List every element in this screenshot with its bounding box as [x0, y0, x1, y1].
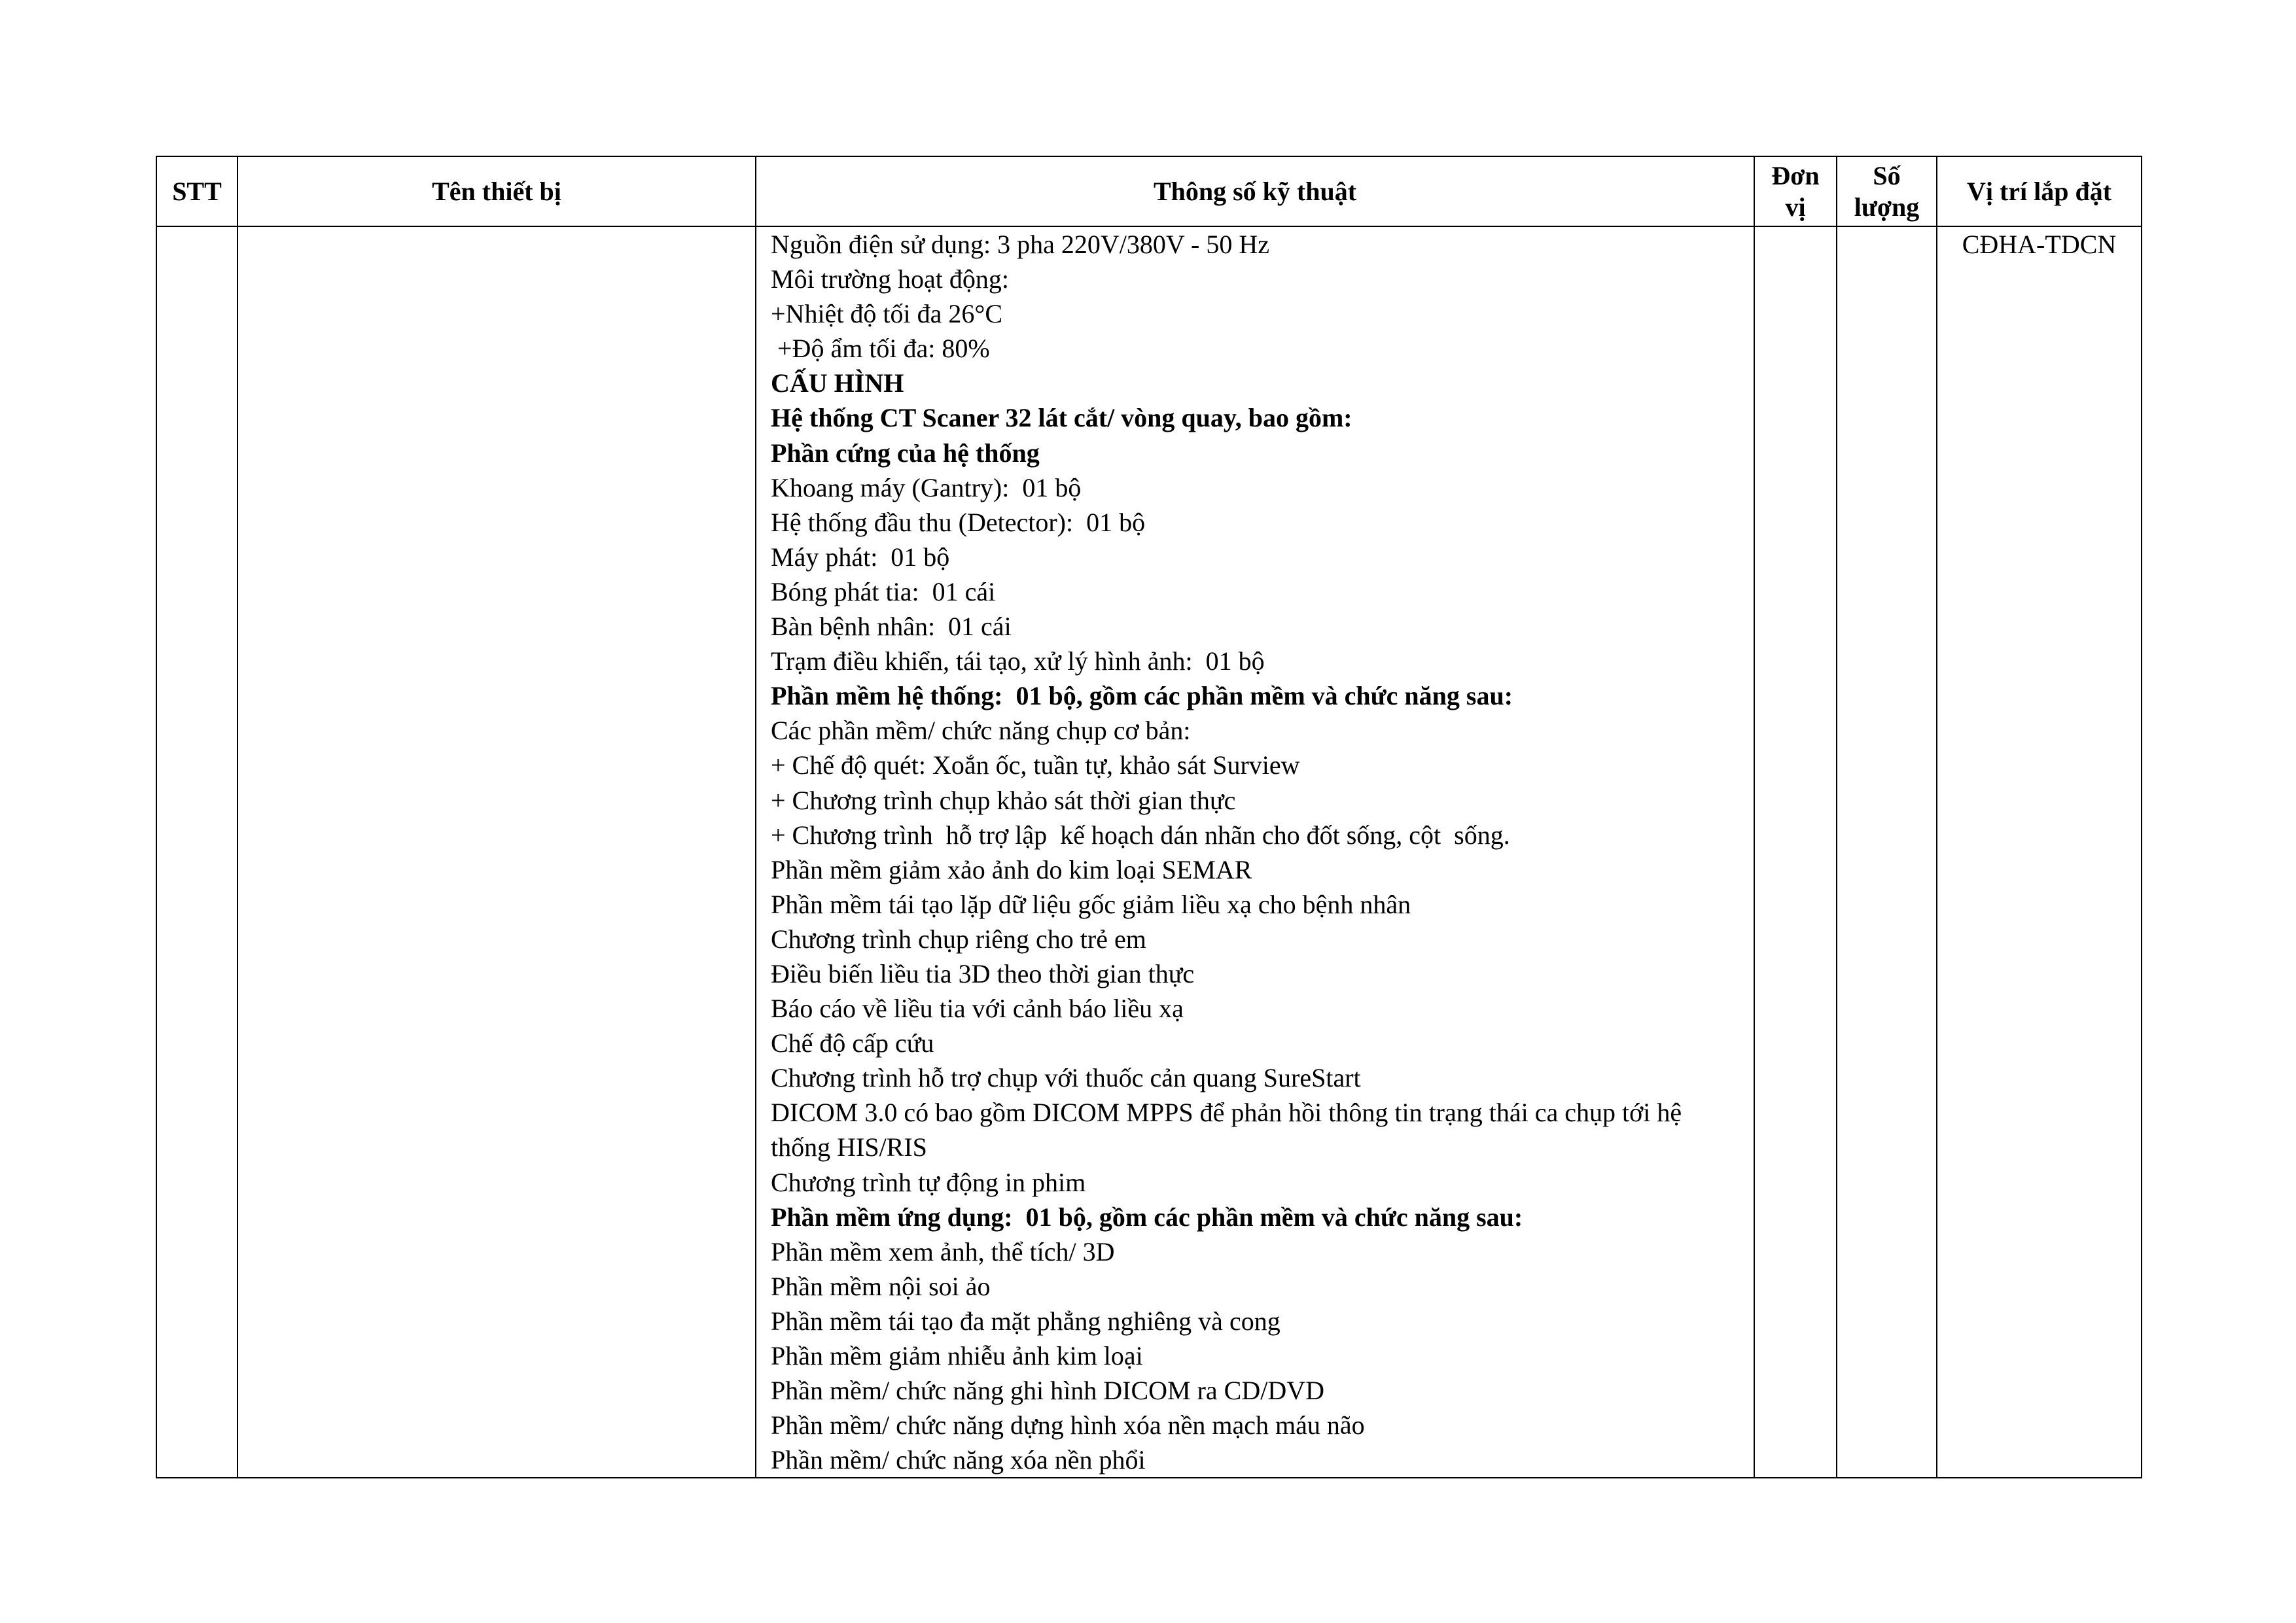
- spec-heading-line: Phần cứng của hệ thống: [771, 438, 1040, 468]
- header-install-location: Vị trí lắp đặt: [1937, 156, 2142, 226]
- spec-line: Hệ thống đầu thu (Detector): 01 bộ: [771, 507, 1146, 537]
- header-stt: STT: [156, 156, 238, 226]
- spec-line: Chương trình hỗ trợ chụp với thuốc cản quang SureStart: [771, 1063, 1361, 1093]
- cell-device-name: [238, 226, 756, 1478]
- header-specifications: Thông số kỹ thuật: [756, 156, 1754, 226]
- cell-install-location: CĐHA-TDCN: [1937, 226, 2142, 1478]
- header-device-name: Tên thiết bị: [238, 156, 756, 226]
- spec-line: Phần mềm tái tạo đa mặt phẳng nghiêng và cong: [771, 1306, 1280, 1336]
- spec-line: Phần mềm xem ảnh, thể tích/ 3D: [771, 1236, 1115, 1266]
- cell-unit: [1754, 226, 1837, 1478]
- spec-line: thống HIS/RIS: [771, 1132, 927, 1162]
- spec-line: DICOM 3.0 có bao gồm DICOM MPPS để phản hồi thông tin trạng thái ca chụp tới hệ: [771, 1098, 1682, 1128]
- spec-line: Khoang máy (Gantry): 01 bộ: [771, 472, 1082, 502]
- spec-line: Chương trình tự động in phim: [771, 1167, 1086, 1197]
- cell-specifications: [756, 226, 1754, 1478]
- equipment-spec-table: [156, 156, 2142, 1478]
- header-unit: Đơn vị: [1754, 156, 1837, 226]
- spec-line: +Nhiệt độ tối đa 26°C: [771, 299, 1003, 329]
- spec-line: + Chế độ quét: Xoắn ốc, tuần tự, khảo sát Surview: [771, 750, 1300, 780]
- spec-line: Các phần mềm/ chức năng chụp cơ bản:: [771, 716, 1191, 746]
- spec-line: Điều biến liều tia 3D theo thời gian thực: [771, 958, 1195, 988]
- spec-heading-line: CẤU HÌNH: [771, 368, 904, 398]
- spec-line: Phần mềm tái tạo lặp dữ liệu gốc giảm liều xạ cho bệnh nhân: [771, 889, 1411, 919]
- spec-line: Phần mềm giảm xảo ảnh do kim loại SEMAR: [771, 854, 1252, 884]
- table-header-row: [156, 156, 2142, 226]
- spec-heading-line: Phần mềm ứng dụng: 01 bộ, gồm các phần mềm và chức năng sau:: [771, 1202, 1523, 1232]
- spec-line: Báo cáo về liều tia với cảnh báo liều xạ: [771, 994, 1184, 1024]
- header-quantity: Số lượng: [1837, 156, 1937, 226]
- spec-line: Phần mềm/ chức năng xóa nền phổi: [771, 1445, 1146, 1475]
- spec-line: Phần mềm/ chức năng dựng hình xóa nền mạch máu não: [771, 1410, 1365, 1440]
- table-row: [156, 226, 2142, 1478]
- spec-line: Máy phát: 01 bộ: [771, 542, 950, 572]
- spec-line: Phần mềm giảm nhiễu ảnh kim loại: [771, 1341, 1143, 1370]
- spec-heading-line: Hệ thống CT Scaner 32 lát cắt/ vòng quay, bao gồm:: [771, 403, 1352, 433]
- spec-line: +Độ ẩm tối đa: 80%: [771, 334, 990, 364]
- spec-line: Trạm điều khiển, tái tạo, xử lý hình ảnh: 01 bộ: [771, 646, 1265, 676]
- spec-line: Môi trường hoạt động:: [771, 264, 1009, 294]
- cell-quantity: [1837, 226, 1937, 1478]
- spec-heading-line: Phần mềm hệ thống: 01 bộ, gồm các phần mềm và chức năng sau:: [771, 681, 1513, 711]
- spec-line: Nguồn điện sử dụng: 3 pha 220V/380V - 50 Hz: [771, 230, 1269, 259]
- spec-line: Phần mềm/ chức năng ghi hình DICOM ra CD/DVD: [771, 1376, 1325, 1406]
- spec-line: + Chương trình hỗ trợ lập kế hoạch dán nhãn cho đốt sống, cột sống.: [771, 820, 1510, 850]
- cell-stt: [156, 226, 238, 1478]
- spec-line: Chương trình chụp riêng cho trẻ em: [771, 924, 1146, 954]
- spec-line: Chế độ cấp cứu: [771, 1028, 934, 1058]
- spec-line: + Chương trình chụp khảo sát thời gian thực: [771, 785, 1236, 815]
- spec-line: Bàn bệnh nhân: 01 cái: [771, 612, 1012, 642]
- spec-line: Bóng phát tia: 01 cái: [771, 576, 996, 606]
- spec-line: Phần mềm nội soi ảo: [771, 1271, 991, 1301]
